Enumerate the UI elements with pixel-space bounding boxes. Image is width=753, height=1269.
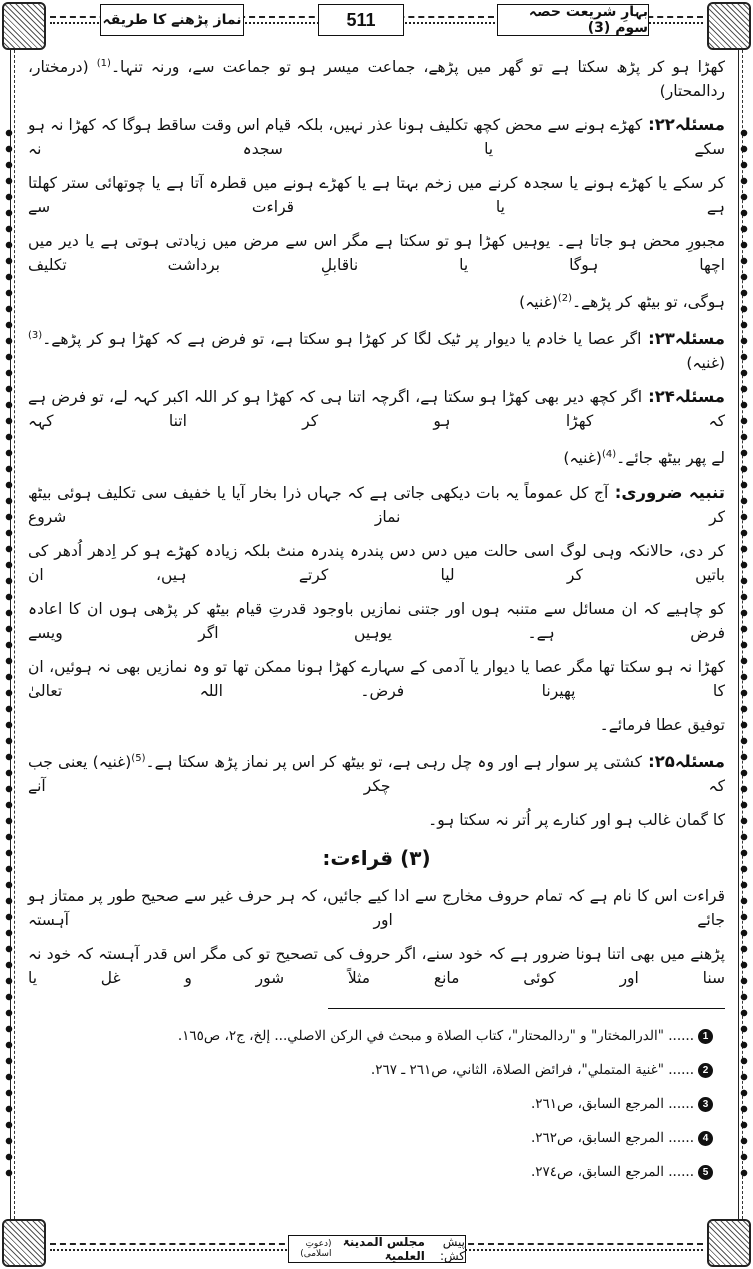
text-line bbox=[28, 225, 725, 283]
footnote-ref: (3) bbox=[28, 330, 43, 342]
footnote bbox=[28, 1019, 725, 1053]
footnote-text: ...... "الدرالمختار" و "ردالمحتار"، كتاب الصلاة و مبحث في الركن الاصلي... إلخ، ج٢، ص١٦٥. bbox=[177, 1027, 694, 1044]
text-line bbox=[28, 651, 725, 709]
footnote-text: ...... المرجع السابق، ص٢٦٢. bbox=[530, 1129, 694, 1146]
heading-text: (۳) قراءت: bbox=[322, 845, 431, 870]
book-title: بہارِ شریعت حصہ سوم (3) bbox=[497, 4, 649, 36]
text-segment: (غنیہ) یعنی جب کہ چکر آنے bbox=[28, 752, 725, 795]
masala-label: مسئلہ۲۵: bbox=[642, 751, 726, 771]
text-segment: اگر کچھ دیر بھی کھڑا ہو سکتا ہے، اگرچہ اتنا ہی کہ کھڑا ہو کر اللہ اکبر کہہ لے، تو فرض ہے کہ کھڑا ہو کر اتنا کہہ bbox=[28, 388, 725, 431]
page-number: 511 bbox=[318, 4, 404, 36]
text-segment: کھڑا ہو کر پڑھ سکتا ہے تو گھر میں پڑھے، جماعت میسر ہو تو جماعت سے، ورنہ تنہا۔ bbox=[110, 58, 725, 77]
masala-label: مسئلہ۲۳: bbox=[641, 329, 725, 349]
text-line bbox=[28, 593, 725, 651]
publisher-box bbox=[288, 1235, 466, 1263]
text-segment: کو چاہیے کہ ان مسائل سے متنبہ ہوں اور جتنی نمازیں باوجود قدرتِ قیام بیٹھ کر پڑھی ہوں ان کا اعادہ فرض ہے۔ یوہیں اگر ویسے bbox=[28, 599, 725, 642]
footnote-text: ...... المرجع السابق، ص٢٦١. bbox=[530, 1095, 694, 1112]
text-segment: ہوگی، تو بیٹھ کر پڑھے۔ bbox=[571, 293, 725, 312]
text-segment: (غنیہ) bbox=[519, 293, 558, 312]
presenter-label: پیش کش: bbox=[439, 1234, 465, 1263]
text-line bbox=[28, 804, 725, 838]
footnote bbox=[28, 1053, 725, 1087]
section-heading bbox=[28, 838, 725, 880]
text-segment: توفیق عطا فرمائے۔ bbox=[599, 715, 725, 734]
text-segment: لے پھر بیٹھ جائے۔ bbox=[616, 449, 725, 468]
text-segment: پڑھنے میں بھی اتنا ہونا ضرور ہے کہ خود سنے، اگر حروف کی تصحیح تو کی مگر اس قدر آہستہ کہ خود نہ سنا اور کوئی مانع مثلاً شور و غل یا bbox=[28, 944, 725, 987]
frame-right-beads bbox=[739, 125, 749, 1179]
footnote-ref: (4) bbox=[601, 449, 617, 461]
text-segment: (غنیہ) bbox=[686, 354, 725, 373]
text-line bbox=[28, 743, 725, 804]
footnote-number: 3 bbox=[698, 1097, 713, 1112]
footnote-number: 2 bbox=[698, 1063, 713, 1078]
footnotes bbox=[28, 1019, 725, 1189]
footnote bbox=[28, 1087, 725, 1121]
body-text bbox=[28, 48, 725, 996]
text-segment: کر سکے یا کھڑے ہونے یا سجدہ کرنے میں زخم بہتا ہے یا کھڑے ہونے میں قطرہ آتا ہے یا چوتھائی ستر کھلتا ہے یا قراءت سے bbox=[28, 174, 725, 217]
publisher-sub: (دعوتِ اسلامی) bbox=[300, 1238, 332, 1259]
text-segment: (غنیہ) bbox=[563, 449, 602, 468]
text-line bbox=[28, 48, 725, 109]
footnote-ref: (1) bbox=[96, 58, 111, 69]
page-content bbox=[28, 0, 725, 1269]
text-segment: آج کل عموماً یہ بات دیکھی جاتی ہے کہ جہاں ذرا بخار آیا یا خفیف سی تکلیف ہوئی بیٹھ کر نماز شروع bbox=[28, 483, 725, 526]
text-line bbox=[28, 167, 725, 225]
text-segment: کھڑے ہونے سے محض کچھ تکلیف ہونا عذر نہیں، بلکہ قیام اس وقت ساقط ہوگا کہ کھڑا نہ ہو سکے یا سجدہ نہ bbox=[28, 116, 725, 159]
text-segment: اگر عصا یا خادم یا دیوار پر ٹیک لگا کر کھڑا ہو سکتا ہے، تو فرض ہے کہ کھڑا ہو کر پڑھے۔ bbox=[42, 330, 642, 349]
footnote-number: 5 bbox=[698, 1165, 713, 1180]
masala-label: مسئلہ۲۴: bbox=[642, 387, 725, 407]
text-line bbox=[28, 880, 725, 938]
text-segment: کر دی، حالانکہ وہی لوگ اسی حالت میں دس دس پندرہ پندرہ منٹ بلکہ زیادہ کھڑے ہو کر اِدھر اُدھر کی باتیں کر لیا کرتے ہیں، ان bbox=[28, 541, 725, 584]
footnote-text: ...... المرجع السابق، ص٢٧٤. bbox=[530, 1163, 694, 1180]
text-segment: مجبورِ محض ہو جاتا ہے۔ یوہیں کھڑا ہو تو سکتا ہے مگر اس سے مرض میں زیادتی ہوتی ہے یا دیر میں اچھا ہوگا یا ناقابلِ برداشت تکلیف bbox=[28, 232, 725, 275]
footnote-number: 4 bbox=[698, 1131, 713, 1146]
footnote bbox=[28, 1121, 725, 1155]
text-line bbox=[28, 381, 725, 439]
footnote bbox=[28, 1155, 725, 1189]
text-line bbox=[28, 109, 725, 167]
footnote-ref: (5) bbox=[131, 752, 146, 764]
text-line bbox=[28, 439, 725, 476]
text-segment: قراءت اس کا نام ہے کہ تمام حروف مخارج سے ادا کیے جائیں، کہ ہر حرف غیر سے صحیح طور پر ممتاز ہو جائے اور آہستہ bbox=[28, 886, 725, 929]
text-segment: کا گمان غالب ہو اور کنارے پر اُتر نہ سکتا ہو۔ bbox=[428, 810, 725, 829]
text-line bbox=[28, 709, 725, 743]
footnote-number: 1 bbox=[698, 1029, 713, 1044]
text-line bbox=[28, 938, 725, 996]
footnote-separator bbox=[328, 1008, 725, 1009]
text-line bbox=[28, 283, 725, 320]
masala-label: تنبیہ ضروری: bbox=[608, 482, 725, 502]
footnote-text: ...... "غنية المتملي"، فرائض الصلاة، الثاني، ص٢٦١ ـ ٢٦٧. bbox=[370, 1061, 694, 1078]
text-segment: کھڑا نہ ہو سکتا تھا مگر عصا یا دیوار یا آدمی کے سہارے کھڑا ہونا ممکن تھا تو وہ نمازیں بھی نہ ہوئیں، ان کا پھیرنا فرض۔ اللہ تعالیٰ bbox=[28, 657, 725, 700]
text-segment: کشتی پر سوار ہے اور وہ چل رہی ہے، تو بیٹھ کر اس پر نماز پڑھ سکتا ہے۔ bbox=[145, 752, 643, 771]
footnote-ref: (2) bbox=[557, 293, 572, 305]
frame-left-beads bbox=[4, 125, 14, 1179]
text-line bbox=[28, 477, 725, 535]
text-line bbox=[28, 320, 725, 381]
chapter-title: نماز پڑھنے کا طریقہ bbox=[100, 4, 244, 36]
publisher-name: مجلس المدینۃ العلمیۃ bbox=[342, 1234, 425, 1263]
text-line bbox=[28, 535, 725, 593]
masala-label: مسئلہ۲۲: bbox=[642, 115, 725, 135]
text-segment: (درمختار، ردالمحتار) bbox=[28, 58, 725, 101]
